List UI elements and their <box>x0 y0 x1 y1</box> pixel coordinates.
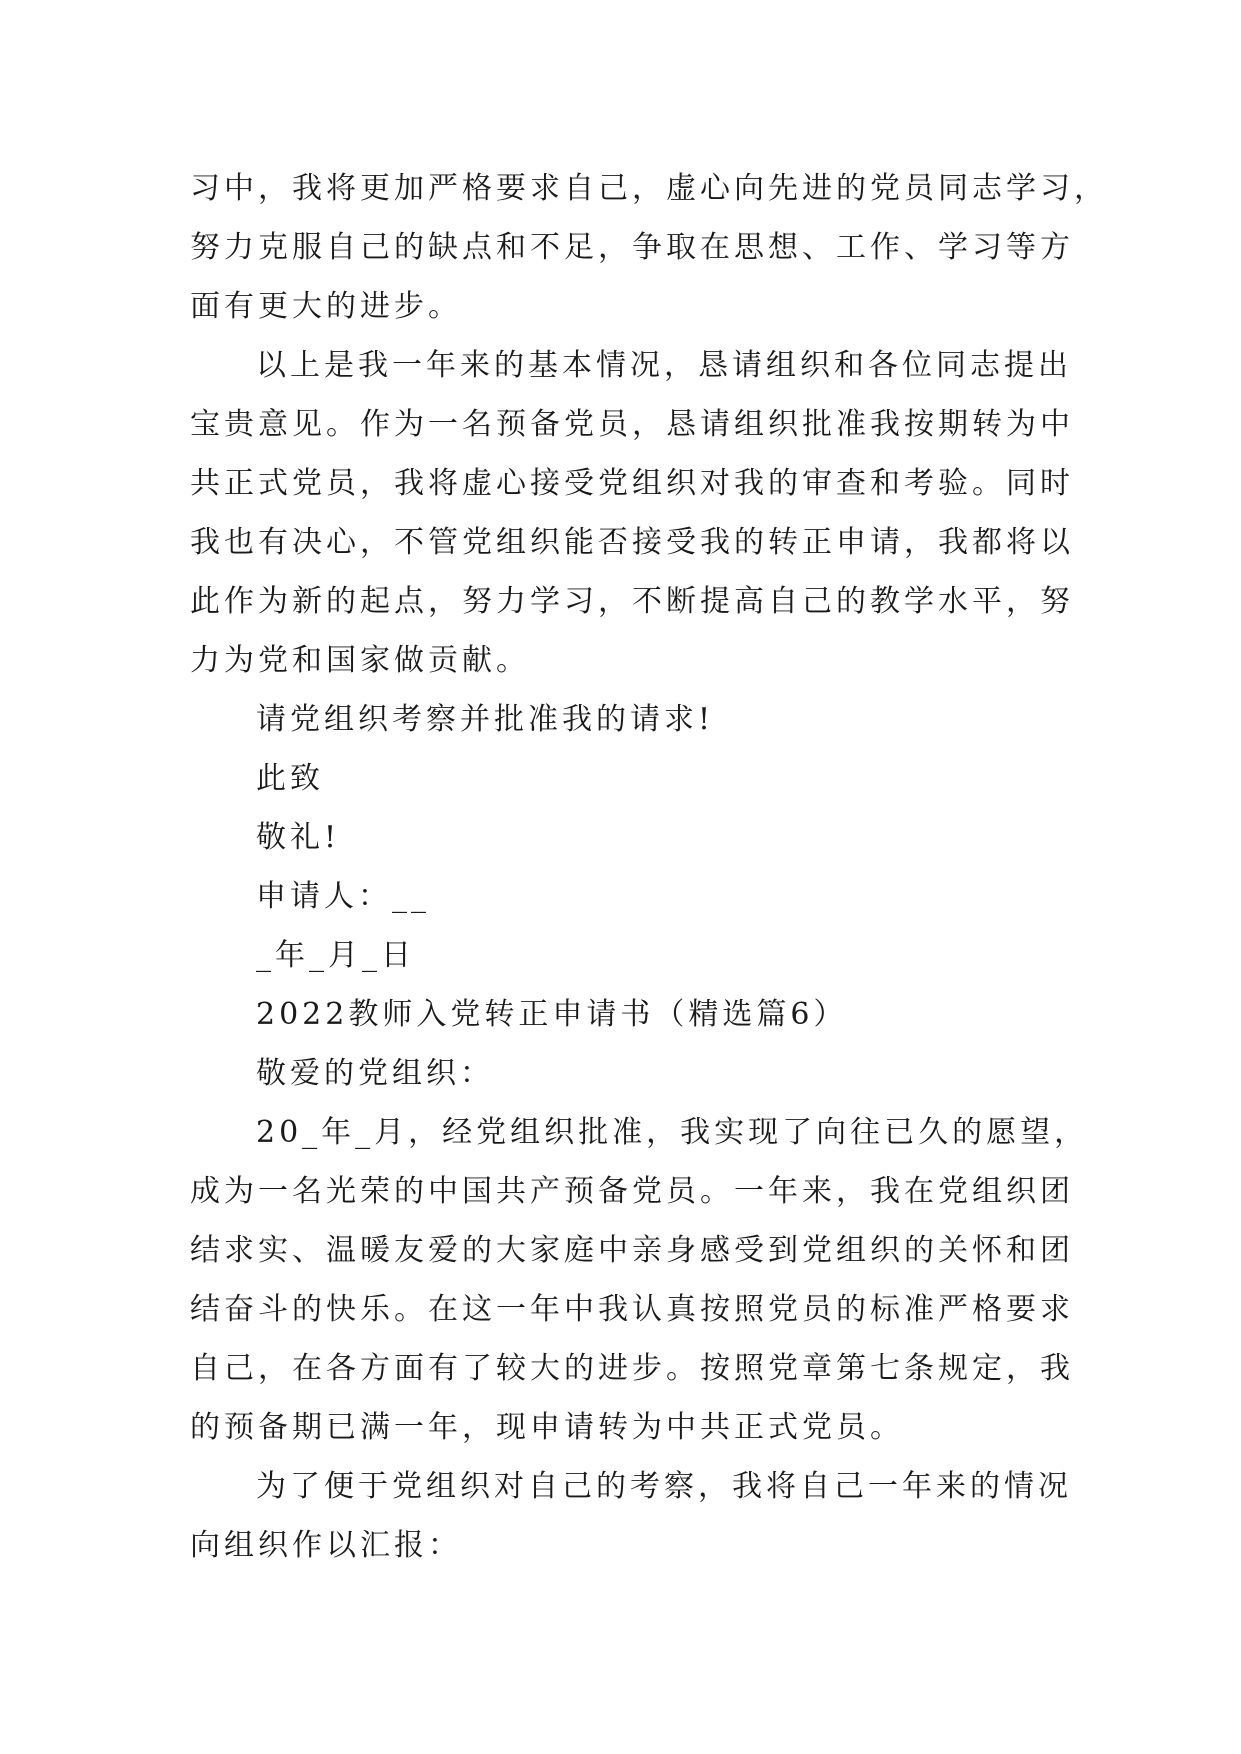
section-title: 2022教师入党转正申请书（精选篇6） <box>256 997 848 1032</box>
paragraph-line: 努力克服自己的缺点和不足，争取在思想、工作、学习等方 <box>190 230 1074 265</box>
paragraph-line: 此作为新的起点，努力学习，不断提高自己的教学水平，努 <box>190 584 1074 619</box>
closing-request: 请党组织考察并批准我的请求! <box>256 702 715 737</box>
paragraph-line: 习中，我将更加严格要求自己，虚心向先进的党员同志学习， <box>190 171 1108 206</box>
paragraph-line: 向组织作以汇报： <box>190 1528 462 1563</box>
salutation-jing-li: 敬礼! <box>256 820 341 855</box>
paragraph-line: 成为一名光荣的中国共产预备党员。一年来，我在党组织团 <box>190 1174 1074 1209</box>
paragraph-line: 的预备期已满一年，现申请转为中共正式党员。 <box>190 1410 904 1445</box>
paragraph-line: 结奋斗的快乐。在这一年中我认真按照党员的标准严格要求 <box>190 1292 1074 1327</box>
paragraph-line: 面有更大的进步。 <box>190 289 462 324</box>
applicant-field: 申请人：__ <box>256 879 430 914</box>
paragraph-line: 20_年_月，经党组织批准，我实现了向往已久的愿望， <box>256 1115 1089 1150</box>
paragraph-line: 宝贵意见。作为一名预备党员，恳请组织批准我按期转为中 <box>190 407 1074 442</box>
paragraph-line: 我也有决心，不管党组织能否接受我的转正申请，我都将以 <box>190 525 1074 560</box>
paragraph-line: 结求实、温暖友爱的大家庭中亲身感受到党组织的关怀和团 <box>190 1233 1074 1268</box>
paragraph-line: 共正式党员，我将虚心接受党组织对我的审查和考验。同时 <box>190 466 1074 501</box>
salutation-ci-zhi: 此致 <box>256 761 324 796</box>
letter-greeting: 敬爱的党组织： <box>256 1056 494 1091</box>
paragraph-line: 以上是我一年来的基本情况，恳请组织和各位同志提出 <box>256 348 1072 383</box>
paragraph-line: 为了便于党组织对自己的考察，我将自己一年来的情况 <box>256 1469 1072 1504</box>
paragraph-line: 自己，在各方面有了较大的进步。按照党章第七条规定，我 <box>190 1351 1074 1386</box>
paragraph-line: 力为党和国家做贡献。 <box>190 643 530 678</box>
date-field: _年_月_日 <box>256 938 415 973</box>
